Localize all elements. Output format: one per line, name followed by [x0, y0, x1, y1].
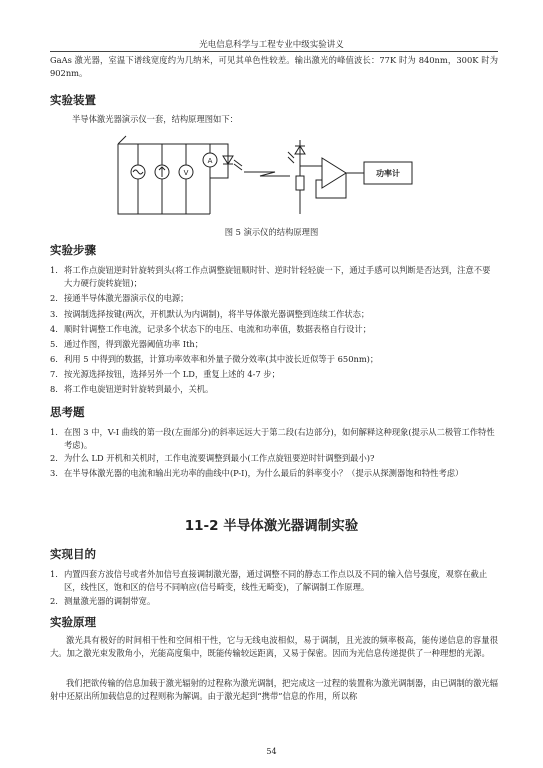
step-text: 通过作图，得到激光器阈值功率 Ith； [64, 339, 204, 349]
step-number: 5. [50, 339, 58, 349]
question-number: 2. [50, 453, 58, 463]
principle-paragraph-2: 我们把欲传输的信息加载于激光辐射的过程称为激光调制，把完成这一过程的装置称为激光调制器，由已调制的激光辐射中还原出所加载信息的过程则称为解调。由于激光起到“携带”信息的作用，所以称 [50, 678, 498, 701]
step-number: 1. [50, 265, 58, 275]
question-text: 在图 3 中，V-I 曲线的第一段(左面部分)的斜率远远大于第二段(右边部分)，如何解释这种现象(提示从二极管工作特性考虑)。 [64, 427, 495, 450]
principle-heading: 实验原理 [50, 615, 96, 629]
apparatus-text: 半导体激光器演示仪一套，结构原理图如下： [72, 114, 238, 124]
page-number: 54 [266, 747, 277, 756]
question-number: 1. [50, 427, 58, 437]
power-meter-label: 功率计 [376, 169, 400, 178]
step-text: 利用 5 中得到的数据，计算功率效率和外量子微分效率(其中波长近似等于 650nm)； [64, 354, 379, 364]
purpose-text: 测量激光器的调制带宽。 [64, 596, 156, 606]
step-text: 按光源选择按钮，选择另外一个 LD，重复上述的 4-7 步； [64, 369, 280, 379]
purpose-number: 2. [50, 596, 58, 606]
svg-text:A: A [207, 157, 213, 165]
step-number: 3. [50, 309, 58, 319]
purpose-number: 1. [50, 569, 58, 579]
purpose-heading: 实现目的 [50, 547, 96, 561]
header-rule [50, 51, 498, 52]
step-text: 顺时针调整工作电流，记录多个状态下的电压、电流和功率值，数据表格自行设计； [64, 324, 371, 334]
apparatus-schematic [110, 132, 440, 222]
figure-caption: 图 5 演示仪的结构原理图 [224, 227, 319, 237]
questions-heading: 思考题 [50, 405, 85, 419]
step-number: 4. [50, 324, 58, 334]
purpose-text: 内置四套方波信号或者外加信号直接调制激光器，通过调整不同的静态工作点以及不同的输入信号强度，观察在截止区，线性区，饱和区的信号不同响应(信号畸变，线性无畸变)，了解调制工作原理。 [64, 569, 488, 592]
page-header: 光电信息科学与工程专业中级实验讲义 [199, 40, 344, 50]
question-text: 为什么 LD 开机和关机时，工作电流要调整到最小(工作点旋钮要逆时针调整到最小)? [64, 453, 375, 463]
step-text: 按调制选择按键(两次，开机默认为内调制)，将半导体激光器调整到连续工作状态； [64, 309, 370, 319]
step-item [50, 264, 498, 290]
step-text: 接通半导体激光器演示仪的电源； [64, 293, 189, 303]
step-number: 8. [50, 384, 58, 394]
step-text: 将工作点旋钮逆时针旋转到头(将工作点调整旋钮顺时针、逆时针轻轻旋一下，通过手感可以判断是否达到，注意不要大力硬行旋转旋钮)； [64, 265, 491, 288]
intro-paragraph: GaAs 激光器，室温下谱线宽度约为几纳米，可见其单色性较差。输出激光的峰值波长：77K 时为 840nm，300K 时为 902nm。 [50, 55, 498, 78]
question-number: 3. [50, 468, 58, 478]
principle-paragraph-1: 激光具有极好的时间相干性和空间相干性，它与无线电波相似，易于调制，且光波的频率极高，能传递信息的容量很大。加之激光束发散角小，光能高度集中，既能传输较远距离，又易于保密。因而为光信息传递提供了一种理想的光源。 [50, 635, 498, 658]
section-title: 11-2 半导体激光器调制实验 [184, 518, 359, 534]
question-text: 在半导体激光器的电流和输出光功率的曲线中(P-I)，为什么最后的斜率变小？（提示从探测器饱和特性考虑） [64, 468, 464, 478]
step-number: 7. [50, 369, 58, 379]
svg-text:V: V [183, 169, 189, 177]
step-text: 将工作电旋钮逆时针旋转到最小，关机。 [64, 384, 214, 394]
step-number: 6. [50, 354, 58, 364]
apparatus-heading: 实验装置 [50, 93, 96, 107]
step-number: 2. [50, 293, 58, 303]
steps-heading: 实验步骤 [50, 243, 96, 257]
